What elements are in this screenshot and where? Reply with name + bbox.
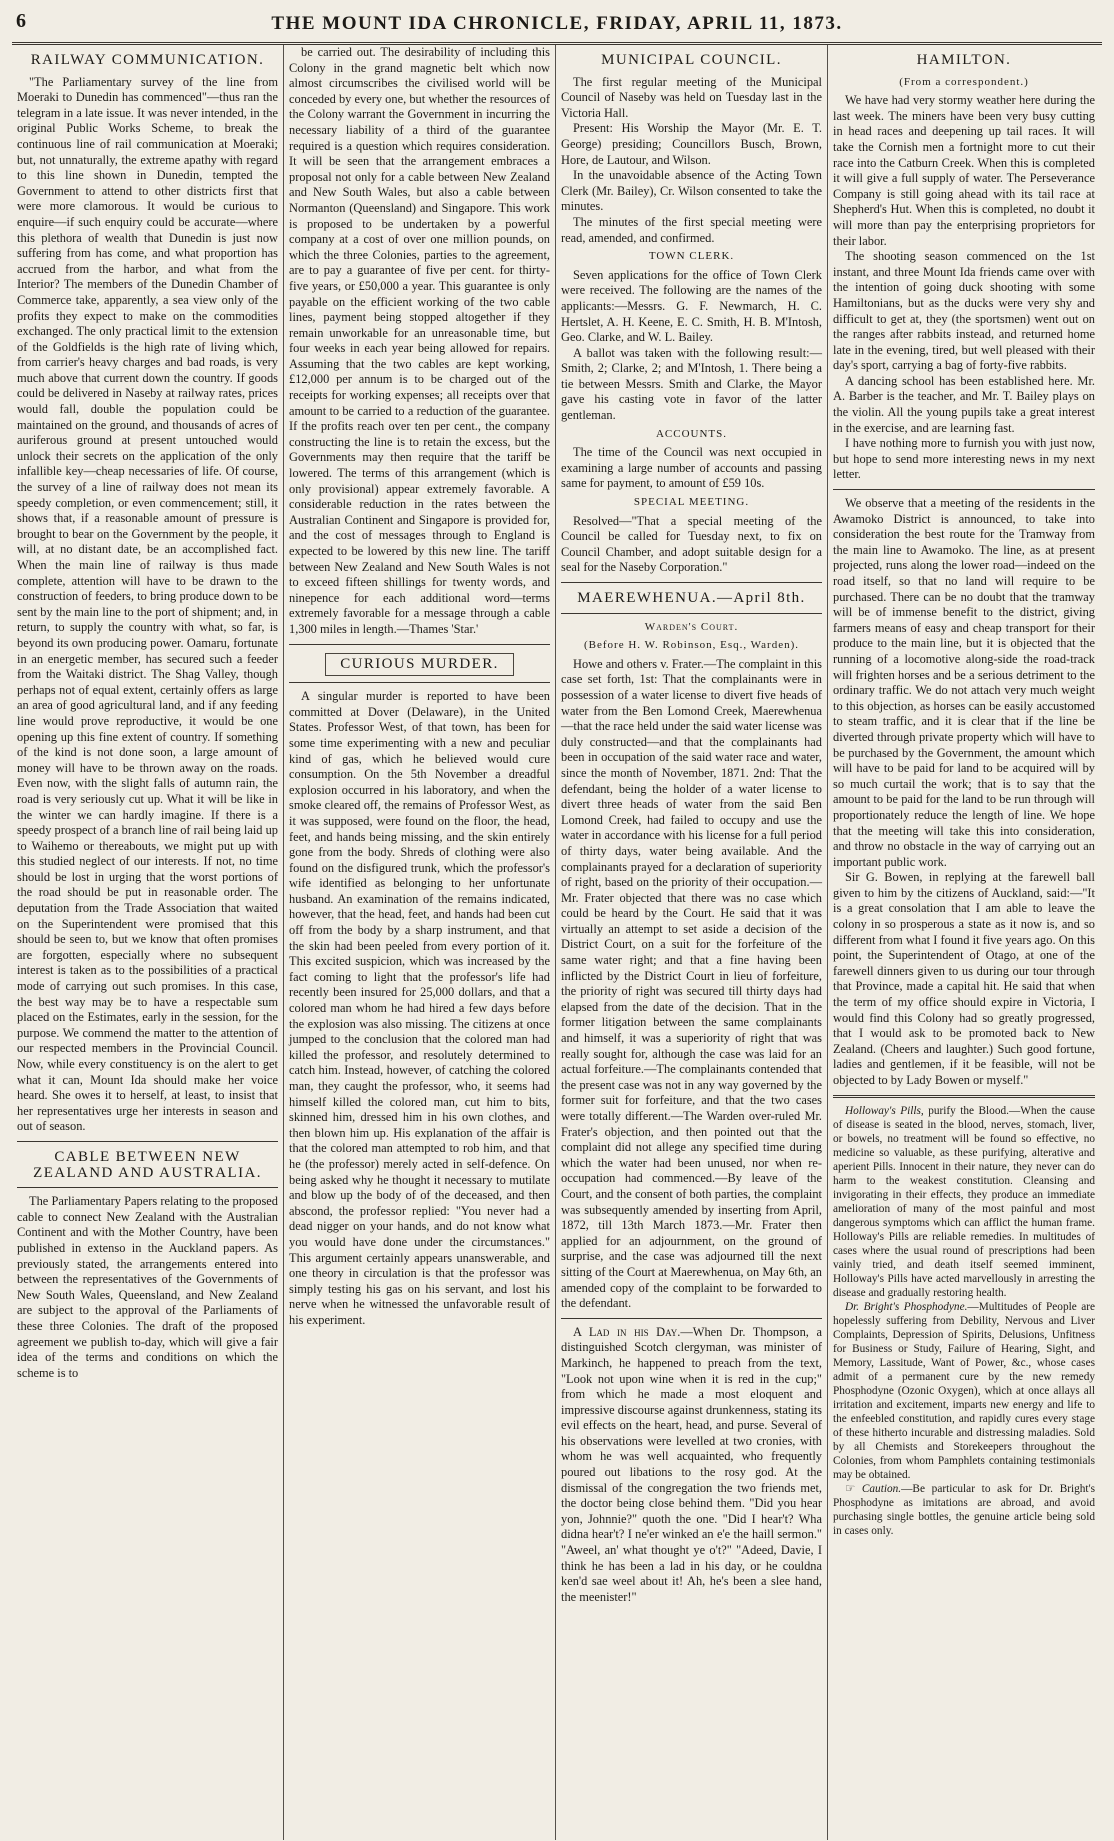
council-intro: The first regular meeting of the Municipal Council of Naseby was held on Tuesday last in the Victoria Hall.: [561, 74, 822, 120]
columns: [12, 45, 1102, 1840]
pointing-hand-icon: ☞: [845, 1482, 856, 1495]
wardens-court-heading: Warden's Court.: [644, 620, 739, 633]
column-3: [556, 45, 828, 1840]
court-before: (Before H. W. Robinson, Esq., Warden).: [583, 639, 800, 652]
column-1: [12, 45, 284, 1840]
special-meeting-heading: SPECIAL MEETING.: [633, 496, 750, 509]
cable-article: The Parliamentary Papers relating to the proposed cable to connect New Zealand with the Australian Continent and with the Mother Country, have been published in extenso in the Auckland papers. As previously stated, the arrangements entered into between the representatives of the Governments of New South Wales, Queensland, and New Zealand are subject to the approval of the Parliaments of these three Colonies. The draft of the proposed agreement we publish to-day, which will give a fair idea of the terms and conditions on which the scheme is to: [17, 1194, 278, 1380]
hamilton-paragraph: We have had very stormy weather here during the last week. The miners have been very busy cutting in head races and deepening up tail races. It will take the Cornish men a fortnight more to cut their race into the Catburn Creek. When this is completed it will give a full supply of water. The Perseverance Company is still going ahead with its tail race at Shepherd's Hut. When this is completed, no doubt it will more than pay the enterprising proprietors for their labor.: [833, 93, 1095, 248]
phosphodyne-ad-title: Dr. Bright's Phosphodyne.: [845, 1300, 968, 1313]
lad-text: —When Dr. Thompson, a distinguished Scotch clergyman, was minister of Markinch, he happened to preach from the text, "Look not upon wine when it is red in the cup;" from which he made a most eloquent and impressive discourse against drunkenness, stating its evil effects on the heart, head, and purse. Several of his observations were levelled at two cronies, with whom he was well acquainted, who frequently poured out libations to the rosy god. At the dismissal of the congregation the two friends met, the doctor being close behind them. "Did you hear yon, Johnnie?" quoth the one. "Did I hear't? Wha didna hear't? I ne'er winked an e'e the haill sermon." "Aweel, an' what thought ye o't?" "Adeed, Davie, I think he has been a lad in his day, or he couldna ken'd sae weel about it! Ah, he's been a slee hand, the meenister!": [561, 1324, 822, 1604]
divider: [17, 1187, 278, 1188]
caution-ad-text: —Be particular to ask for Dr. Bright's Phosphodyne as imitations are abroad, and avoid purchasing single bottles, the genuine article being sold in cases only.: [833, 1482, 1096, 1537]
cable-article-continued: be carried out. The desirability of including this Colony in the grand magnetic belt which now almost circumscribes the civilised world will be conceded by every one, but whether the resources of the Colony warrant the Government in incurring the necessary liability of a third of the guarantee required is a question which requires consideration. It will be seen that the arrangement embraces a proposal not only for a cable between New Zealand and New South Wales, but also a cable between Normanton (Queensland) and Singapore. This work is proposed to be undertaken by a powerful company at a cost of over one million pounds, on which the three Colonies, parties to the agreement, are to pay a guarantee of five per cent. for thirty-five years, or £50,000 a year. This guarantee is only payable on the efficient working of the two cable lines, payment being stopped altogether if they remain unworkable for an unreasonable time, but four weeks in each year being allowed for repairs. Assuming that the two cables are kept working, £12,000 per annum is to be charged out of the receipts for working expenses; all receipts over that amount to be carried to a reduction of the guarantee. If the profits reach over ten per cent., the company constructing the line is to retain the excess, but the Governments may then require that the tariff be lowered. The terms of this arrangement (which is only provisional) appear extremely favorable. A considerable reduction in the rates between the Australian Continent and Singapore is provided for, and the cost of messages through to England is expected to be lowered by this new line. The tariff between New Zealand and New South Wales is not to exceed fifteen shillings for twenty words, and ninepence for each additional word—terms extremely favorable for a message through a cable 1,300 miles in length.—Thames 'Star.': [289, 45, 550, 636]
council-heading: MUNICIPAL COUNCIL.: [601, 52, 782, 68]
divider: [833, 1095, 1095, 1098]
railway-heading: RAILWAY COMMUNICATION.: [30, 52, 265, 68]
holloway-ad-title: Holloway's Pills,: [845, 1104, 924, 1117]
council-minutes: The minutes of the first special meeting were read, amended, and confirmed.: [561, 214, 822, 245]
lad-heading: A Lad in his Day.: [573, 1324, 681, 1339]
divider: [561, 582, 822, 583]
page-number: 6: [16, 10, 28, 32]
town-clerk-heading: TOWN CLERK.: [648, 250, 735, 263]
hamilton-byline: (From a correspondent.): [899, 75, 1029, 88]
divider: [561, 613, 822, 614]
court-case-text: Howe and others v. Frater.—The complaint in this case set forth, 1st: That the complainants were in possession of a water license to divert five heads of water from the Ben Lomond Creek, Maerewhenua—that the race held under the said water license was duly constructed—and that the complainants had been in occupation of the said water race and water, since the month of November, 1871. 2nd: That the defendant, being the holder of a water license to divert three heads of water from the said Ben Lomond Creek, had failed to occupy and use the water in accordance with his license for a full period of thirty days, water being available. And the complainants prayed for a declaration of superiority of right, based on the priority of their occupation.—Mr. Frater objected that there was no case which could be heard by the Court. He said that it was virtually an attempt to set aside a decision of the District Court, on a suit for the forfeiture of the same water right; and that a fine having been inflicted by the District Court in lieu of forfeiture, the priority of right was secured till thirty days had elapsed from the date of the decision. That in the former litigation between the same complainants and himself, it was a superiority of right that was really sought for, although the case was laid for an actual forfeiture.—The complainants contended that the present case was not in any way governed by the former suit for forfeiture, and that the two cases were totally different.—The Warden over-ruled Mr. Frater's objection, and then pointed out that the complaint did not allege any specified time during which the water had been unused, nor when re-occupation had commenced.—By leave of the Court, and the consent of both parties, the complaint was subsequently amended by inserting from April, 1872, till 13th March 1873.—Mr. Frater then applied for an adjournment, on the ground of surprise, and the case was adjourned till the next sitting of the Court at Maerewhenua, on May 6th, an amended copy of the complaint to be forwarded to the defendant.: [561, 656, 822, 1311]
council-present: Present: His Worship the Mayor (Mr. E. T. George) presiding; Councillors Busch, Brown, Hore, de Lautour, and Wilson.: [561, 121, 822, 167]
holloway-ad-text: purify the Blood.—When the cause of disease is seated in the blood, nerves, stomach, liver, or bowels, no treatment will be found so effective, no medicine so valuable, as these purifying, alterative and aperient Pills. Innocent in their nature, they never can do harm to the weakest constitution. Cleansing and invigorating in their effects, they produce an immediate amelioration of many of the most painful and most dangerous symptoms which can afflict the human frame. Holloway's Pills are reliable remedies. In multitudes of cases where the usual round of prescriptions had been vainly tried, and death itself seemed imminent, Holloway's Pills have acted marvellously in arresting the disease and gradually restoring health.: [833, 1104, 1095, 1299]
cable-heading: CABLE BETWEEN NEW ZEALAND AND AUSTRALIA.: [33, 1148, 262, 1181]
advertisements: [833, 1104, 1095, 1538]
murder-article: A singular murder is reported to have been committed at Dover (Delaware), in the United States. Professor West, of that town, has been for some time experimenting with a new and peculiar kind of gas, which he believed would cure consumption. On the 5th November a dreadful explosion occurred in his laboratory, and when the smoke cleared off, the remains of Professor West, as it was supposed, were found on the floor, the head, feet, and hands being missing, and the skin entirely gone from the body. Shreds of clothing were also found on the disfigured trunk, which the professor's wife identified as belonging to her unfortunate husband. An examination of the remains indicated, however, that the head, feet, and hands had been cut off from the body by a sharp instrument, and that the skin had been peeled from every portion of it. This excited suspicion, which was increased by the fact coming to light that the professor's life had recently been insured for 25,000 dollars, and that a colored man whom he had hired a few days before the explosion was also missing. The citizens at once jumped to the conclusion that the colored man had killed the professor, and resolutely determined to catch him. Instead, however, of catching the colored man, they caught the professor, who, it seems had himself killed the colored man, cut him to bits, skinned him, dressed him in his own clothes, and then blown him up. His explanation of the affair is that the colored man attempted to rob him, and that he (the professor) merely acted in self-defence. On being asked why he thought it necessary to mutilate and blow up the body of of the deceased, and then abscond, the professor replied: "You never had a dead nigger on your hands, and do not know what you would have done under the circumstances." This argument certainly appears unanswerable, and one theory in circulation is that the professor was simply testing his gas on his servant, and lost his nerve when he witnessed the unfavorable result of his experiment.: [289, 689, 550, 1327]
hamilton-paragraph: I have nothing more to furnish you with just now, but hope to send more interesting news in my next letter.: [833, 436, 1095, 482]
phosphodyne-ad-text: —Multitudes of People are hopelessly suffering from Debility, Nervous and Liver Complaints, Depression of Spirits, Delusions, Unfitness for Business or Study, Failure of Hearing, Sight, and Memory, Lassitude, Want of Power, &c., whose cases admit of a permanent cure by the new remedy Phosphodyne (Ozonic Oxygen), which at once allays all irritation and excitement, imparts new energy and life to the enfeebled constitution, and rapidly cures every stage of these hitherto incurable and distressing maladies. Sold by all Chemists and Storekeepers throughout the Colonies, from whom Pamphlets containing testimonials may be obtained.: [833, 1300, 1095, 1481]
masthead: [12, 6, 1102, 45]
town-clerk-text: Seven applications for the office of Town Clerk were received. The following are the names of the applicants:—Messrs. G. F. Newmarch, H. C. Hertslet, A. H. Keene, E. C. Smith, H. B. M'Intosh, Geo. Clarke, and W. L. Bailey.: [561, 267, 822, 345]
bowen-article: Sir G. Bowen, in replying at the farewell ball given to him by the citizens of Auckland, said:—"It is a great consolation that I am able to leave the colony in so prosperous a state as it now is, and so different from what I found it five years ago. On this point, the Superintendent of Otago, at one of the farewell dinners given to us during our tour through that Province, made a capital hit. He said that when the term of my office should expire in Victoria, I would find this Colony had so greatly progressed, that I would ask to be promoted back to New Zealand. (Cheers and laughter.) Such good fortune, ladies and gentlemen, if it be feasible, will not be objected to by Lady Bowen or myself.": [833, 870, 1095, 1087]
divider: [17, 1141, 278, 1142]
masthead-title: THE MOUNT IDA CHRONICLE, FRIDAY, APRIL 11, 1873.: [271, 13, 843, 34]
murder-heading-wrap: [289, 653, 550, 677]
accounts-heading: ACCOUNTS.: [655, 427, 728, 440]
railway-article: "The Parliamentary survey of the line from Moeraki to Dunedin has commenced"—thus ran the telegram in a late issue. It was never intended, in the original Public Works Scheme, to break the continuous line of rail communication at Moeraki; but, not unnaturally, the extreme apathy with regard to this line shown in Dunedin, tempted the Government to attend to other districts first that were more clamorous. It would be curious to enquire—if such enquiry could be accurate—where this plethora of wealth that Dunedin is just now suffering from has come, and what proportion has accrued from the harbor, and what from the Interior? The members of the Dunedin Chamber of Commerce take, apparently, a sea view only of the profits they expect to make on the commodities exchanged. The only practical limit to the extension of the Goldfields is the high rate of living which, from carrier's heavy charges and bad roads, is very much above that current down the country. If goods could be delivered in Naseby at railway rates, prices would fall, double the population could be maintained on the ground, and thousands of acres of auriferous ground at present untouched would unlock their secrets on the application of the only infallible key—cheap necessaries of life. Of course, the survey of a line of railway does not mean its speedy completion, or even commencement; still, it shows that, if a reasonable amount of pressure is brought to bear on the Government by the people, it will, at no distant date, be an accomplished fact. When the main line of railway is thus made complete, attention will have to be drawn to the construction of feeders, to bring produce down to be sent by the main line to the port of shipment; and, in return, to supply the country with what, so far, is beyond its own producing power. Oamaru, fortunate in an energetic member, has secured such a feeder from the Waitaki district. The Shag Valley, though perhaps not of equal extent, certainly offers as large an area of good agricultural land, and if any feeding line would prove reproductive, it would be one opening up this fine extent of country. If something of the kind is not done soon, a large amount of money will have to be thrown away on the roads. Even now, with the slight falls of autumn rain, the road is very seriously cut up. What it will be like in the winter we can hardly imagine. If there is a speedy prospect of a branch line of rail being laid up to Waihemo or thereabouts, we might put up with this studied neglect of our interests. If not, no time should be lost in urging that the worst portions of the road should be put in reasonable order. The deputation from the Trade Association that waited on the Superintendent were promised that this should be seen to, but we know that often promises are forgotten, especially where no subsequent interest is taken as to the possibilities of a practical mode of carrying out such promises. In this case, the best way may be to have a respectable sum placed on the Estimates, early in the session, for the purpose. We commend the matter to the attention of our respected members in the Provincial Council. Now, while every constituency is on the alert to get what it can, Mount Ida should make her voice heard. She owes it to herself, at least, to insist that her representatives urge her interests in season and out of season.: [17, 74, 278, 1134]
special-meeting-text: Resolved—"That a special meeting of the Council be called for Tuesday next, to fix on Council Chamber, and adopt suitable design for a seal for the Naseby Corporation.": [561, 513, 822, 575]
holloway-ad: [833, 1104, 1095, 1300]
caution-ad-title: Caution.: [861, 1482, 902, 1495]
murder-heading: CURIOUS MURDER.: [325, 653, 514, 677]
awamoko-article: We observe that a meeting of the residents in the Awamoko District is announced, to take into consideration the best route for the Tramway from the main line to Awamoko. The line, as at present projected, runs along the lower road—indeed on the road itself, so that no land will require to be purchased. There can be no doubt that the tramway will be of immense benefit to the district, giving farmers means of easy and cheap transport for their produce to the main line, but it is objected that the running of a locomotive along-side the road-track will frighten horses and be a serious detriment to the ordinary traffic. We do not attach very much weight to this objection, as horses can be easily accustomed to steam traffic, and it is clear that if the line be diverted through private property which will have to be purchased by the Government, the amount which will have to be paid for land to be acquired will by so much curtail the work; that is to say that the amount to be paid for the land to be run through will proportionately reduce the length of line. We hope that the meeting will take this into consideration, and throw no obstacle in the way of carrying out an important public work.: [833, 496, 1095, 869]
divider: [833, 489, 1095, 490]
accounts-text: The time of the Council was next occupied in examining a large number of accounts and passing same for payment, to amount of £59 10s.: [561, 445, 822, 491]
caution-ad: [833, 1482, 1095, 1538]
maerewhenua-heading: MAEREWHENUA.—April 8th.: [577, 590, 806, 606]
hamilton-paragraph: A dancing school has been established here. Mr. A. Barber is the teacher, and Mr. T. Bailey plays on the violin. All the young pupils take a great interest in the exercise, and are learning fast.: [833, 373, 1095, 435]
hamilton-paragraph: The shooting season commenced on the 1st instant, and three Mount Ida friends came over with the intention of going duck shooting with some Hamiltonians, but as the ducks were very shy and difficult to get at, they (the sportsmen) went out on the ranges after rabbits instead, and returned home late in the evening, tired, but well pleased with their day's sport, carrying a bag of forty-five rabbits.: [833, 249, 1095, 373]
divider: [289, 644, 550, 645]
column-4: [828, 45, 1100, 1840]
column-2: [284, 45, 556, 1840]
hamilton-heading: HAMILTON.: [916, 52, 1012, 68]
divider: [289, 682, 550, 683]
council-absence: In the unavoidable absence of the Acting Town Clerk (Mr. Bailey), Cr. Wilson consented to take the minutes.: [561, 168, 822, 214]
ballot-text: A ballot was taken with the following result:—Smith, 2; Clarke, 2; and M'Intosh, 1. There being a tie between Messrs. Smith and Clarke, the Mayor gave his casting vote in favor of the latter gentleman.: [561, 345, 822, 423]
lad-article: [561, 1325, 822, 1606]
divider: [561, 1318, 822, 1319]
phosphodyne-ad: [833, 1300, 1095, 1482]
